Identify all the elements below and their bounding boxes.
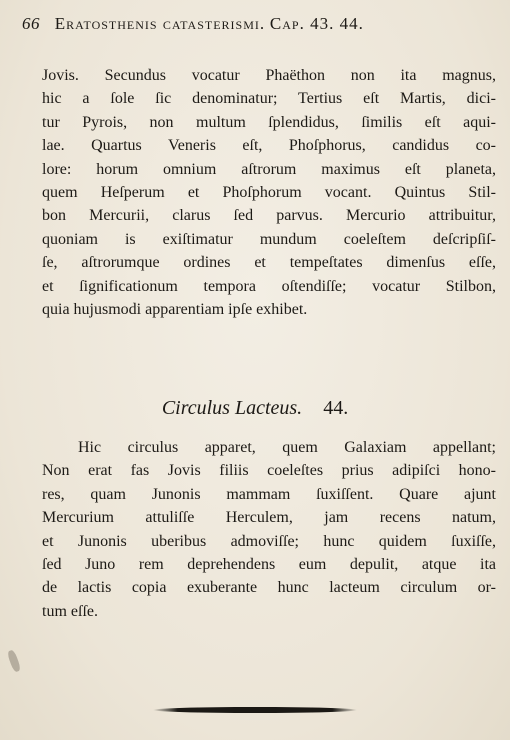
text-line: quoniam is exiſtimatur mundum coeleſtem deſcripſiſ-	[42, 230, 496, 248]
text-line: de lactis copia exuberante hunc lacteum circulum or-	[42, 579, 496, 597]
text-line: quem Heſperum et Phoſphorum vocant. Quintus Stil-	[42, 183, 496, 201]
running-title: Eratosthenis catasterismi.	[54, 14, 266, 33]
text-line: Non erat fas Jovis filiis coeleſtes prius adipiſci hono-	[42, 462, 496, 480]
text-line: lae. Quartus Veneris eſt, Phoſphorus, candidus co-	[42, 137, 496, 155]
paragraph-milky-way	[42, 436, 496, 623]
section-end-rule	[153, 707, 357, 713]
section-heading	[0, 397, 510, 420]
paragraph-planets	[42, 64, 496, 321]
text-line: et Junonis uberibus admoviſſe; hunc quidem ſuxiſſe,	[42, 532, 496, 550]
section-number: 44.	[323, 397, 349, 419]
text-line: tum eſſe.	[42, 602, 98, 620]
text-line: bon Mercurii, clarus ſed parvus. Mercurio attribuitur,	[42, 207, 496, 225]
text-line: Jovis. Secundus vocatur Phaëthon non ita magnus,	[42, 67, 496, 84]
section-title: Circulus Lacteus.	[161, 397, 303, 419]
text-line: et ſignificationum tempora oſtendiſſe; vocatur Stilbon,	[42, 277, 496, 295]
text-line: quia hujusmodi apparentiam ipſe exhibet.	[42, 300, 308, 318]
chapter-label: Cap. 43. 44.	[269, 14, 364, 33]
text-line: lore: horum omnium aſtrorum maximus eſt planeta,	[42, 160, 496, 178]
text-line: Mercurium attuliſſe Herculem, jam recens natum,	[42, 509, 496, 527]
text-line: res, quam Junonis mammam ſuxiſſent. Quare ajunt	[42, 485, 496, 503]
text-line: tur Pyrois, non multum ſplendidus, ſimilis eſt aqui-	[42, 113, 496, 131]
text-line: ſe, aſtrorumque ordines et tempeſtates dimenſus eſſe,	[42, 254, 496, 272]
text-line: ſed Juno rem deprehendens eum depulit, atque ita	[42, 555, 496, 573]
page-number: 66	[22, 14, 40, 33]
text-line: Hic circulus apparet, quem Galaxiam appellant;	[78, 439, 496, 456]
running-header	[22, 14, 490, 34]
text-line: hic a ſole ſic denominatur; Tertius eſt Martis, dici-	[42, 90, 496, 108]
ink-stain	[6, 649, 21, 672]
